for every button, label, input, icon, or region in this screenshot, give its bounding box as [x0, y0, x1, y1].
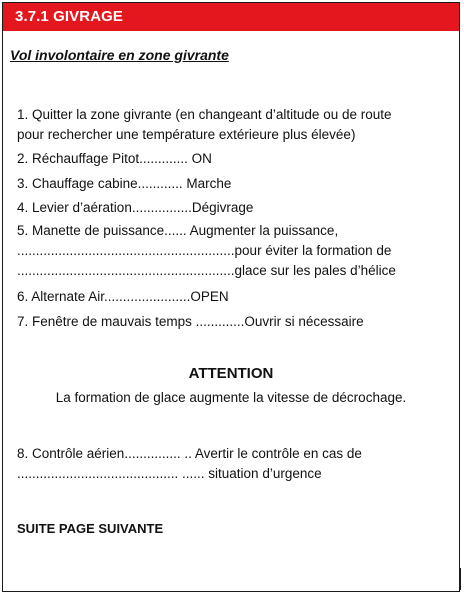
attention-title: ATTENTION: [188, 365, 274, 382]
step-4: 4. Levier d’aération................Dégivrage: [17, 200, 254, 215]
step-3: 3. Chauffage cabine............ Marche: [17, 176, 232, 191]
step-1-line-2: pour rechercher une température extérieure plus élevée): [17, 127, 356, 142]
step-6: 6. Alternate Air.......................OPEN: [17, 289, 229, 304]
continued-note: SUITE PAGE SUIVANTE: [17, 521, 164, 536]
step-5-line-1: 5. Manette de puissance...... Augmenter la puissance,: [17, 223, 339, 238]
section-header: 3.7.1 GIVRAGE: [3, 3, 459, 31]
step-1-line-1: 1. Quitter la zone givrante (en changeant d’altitude ou de route: [17, 107, 392, 122]
procedure-subtitle: Vol involontaire en zone givrante: [10, 47, 229, 63]
attention-text: La formation de glace augmente la vitesse de décrochage.: [55, 390, 407, 405]
step-8-line-1: 8. Contrôle aérien............... .. Avertir le contrôle en cas de: [17, 446, 362, 461]
page-edge-mark: [460, 568, 461, 590]
step-8-line-2: ........................................... ...... situation d’urgence: [17, 466, 322, 481]
step-5-line-3: ..........................................................glace sur les pales d’hélice: [17, 263, 396, 278]
procedure-card: [2, 2, 460, 592]
step-5-line-2: ..........................................................pour éviter la formation de: [17, 243, 392, 258]
step-2: 2. Réchauffage Pitot............. ON: [17, 151, 212, 166]
step-7: 7. Fenêtre de mauvais temps .............Ouvrir si nécessaire: [17, 314, 364, 329]
